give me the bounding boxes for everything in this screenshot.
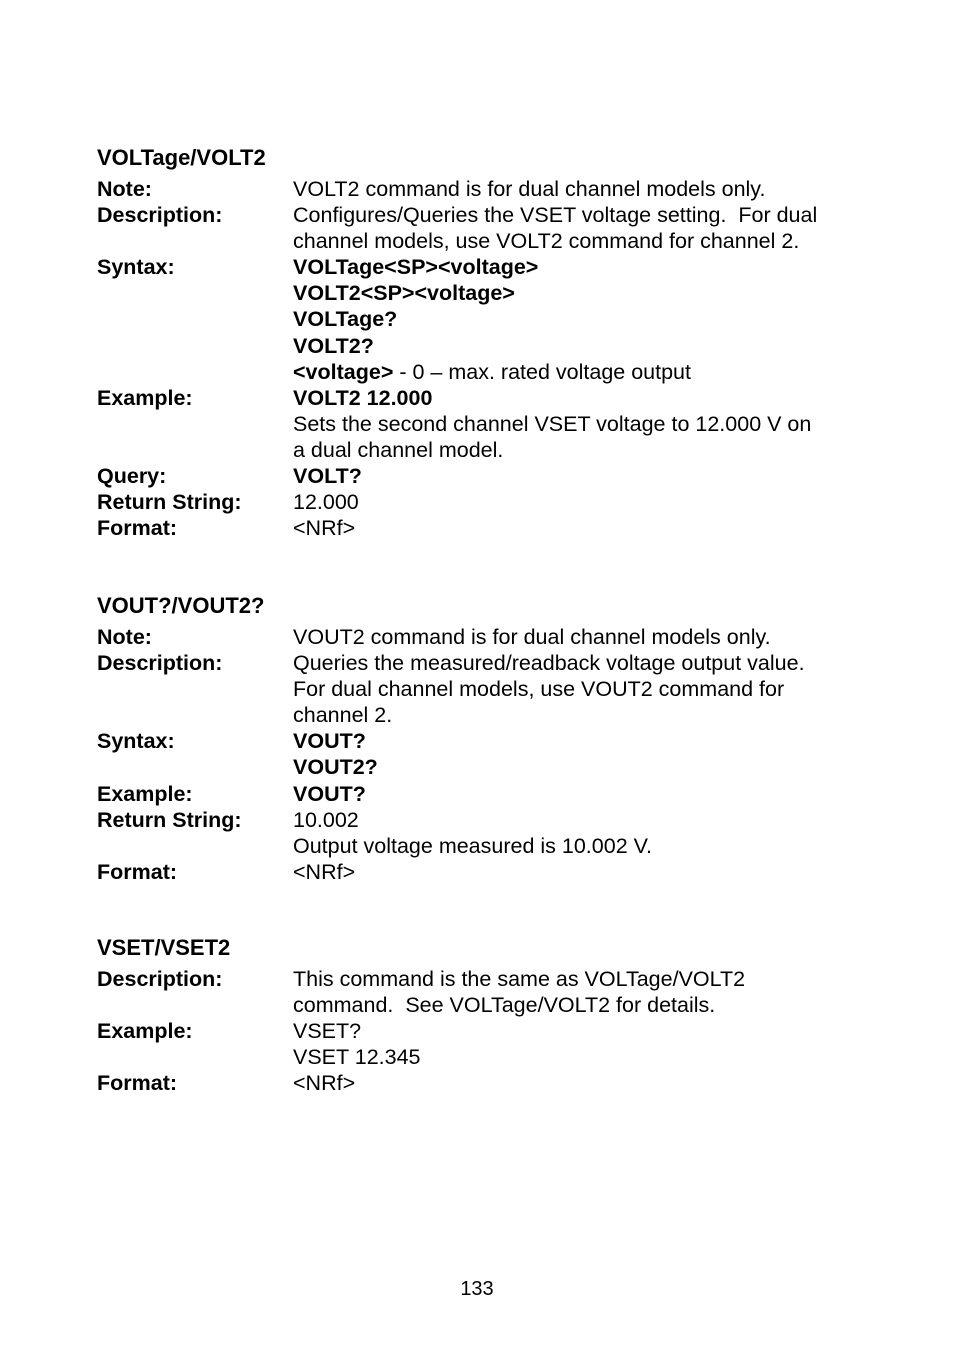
row-return-string bbox=[97, 489, 887, 515]
value-line: command. See VOLTage/VOLT2 for details. bbox=[293, 993, 716, 1018]
value-line: VOUT2 command is for dual channel models only. bbox=[293, 625, 771, 649]
parameter-line bbox=[293, 359, 887, 385]
syntax-line: VOLTage? bbox=[293, 307, 398, 332]
row-note bbox=[97, 624, 887, 650]
row-label: Note: bbox=[97, 177, 152, 201]
parameter-description: - 0 – max. rated voltage output bbox=[393, 359, 691, 384]
value-line: VSET 12.345 bbox=[293, 1045, 421, 1070]
row-label: Example: bbox=[97, 1019, 193, 1044]
row-value bbox=[293, 728, 887, 780]
value-line: Sets the second channel VSET voltage to 12.000 V on bbox=[293, 411, 812, 436]
parameter-name: <voltage> bbox=[293, 359, 394, 384]
row-example bbox=[97, 781, 887, 807]
row-value bbox=[293, 781, 887, 807]
row-label: Syntax: bbox=[97, 729, 175, 754]
row-syntax bbox=[97, 728, 887, 780]
row-value bbox=[293, 650, 887, 728]
value-line: channel models, use VOLT2 command for channel 2. bbox=[293, 229, 800, 254]
row-description bbox=[97, 202, 887, 254]
row-value bbox=[293, 1070, 887, 1096]
row-label: Return String: bbox=[97, 490, 242, 515]
row-label: Note: bbox=[97, 625, 152, 649]
value-line: For dual channel models, use VOUT2 command for bbox=[293, 677, 785, 702]
syntax-line: VOLTage<SP><voltage> bbox=[293, 255, 539, 280]
value-line: <NRf> bbox=[293, 859, 356, 884]
row-value bbox=[293, 202, 887, 254]
syntax-line: VOLT2<SP><voltage> bbox=[293, 281, 515, 306]
row-example bbox=[97, 385, 887, 463]
row-value bbox=[293, 859, 887, 885]
section-title: VSET/VSET2 bbox=[97, 935, 231, 960]
section-vset bbox=[97, 935, 887, 1096]
value-line: channel 2. bbox=[293, 703, 393, 728]
query-command: VOLT? bbox=[293, 464, 362, 489]
row-label: Query: bbox=[97, 464, 167, 489]
row-description bbox=[97, 966, 887, 1018]
row-label: Example: bbox=[97, 385, 193, 410]
value-line: Queries the measured/readback voltage output value. bbox=[293, 651, 805, 676]
page-number: 133 bbox=[460, 1278, 494, 1300]
value-line: VSET? bbox=[293, 1019, 362, 1044]
section-title: VOLTage/VOLT2 bbox=[97, 145, 266, 170]
syntax-line: VOLT2? bbox=[293, 333, 374, 358]
row-label: Description: bbox=[97, 203, 223, 228]
row-label: Description: bbox=[97, 967, 223, 991]
value-line: VOLT2 command is for dual channel models only. bbox=[293, 177, 766, 201]
syntax-line: VOUT2? bbox=[293, 755, 378, 780]
section-voltage bbox=[97, 145, 887, 541]
value-line: 10.002 bbox=[293, 807, 359, 832]
section-vout bbox=[97, 593, 887, 885]
row-label: Description: bbox=[97, 651, 223, 676]
row-description bbox=[97, 650, 887, 728]
row-value bbox=[293, 807, 887, 859]
row-label: Syntax: bbox=[97, 255, 175, 280]
row-value bbox=[293, 1018, 887, 1070]
section-title: VOUT?/VOUT2? bbox=[97, 593, 265, 618]
row-value bbox=[293, 489, 887, 515]
row-format bbox=[97, 1070, 887, 1096]
row-example bbox=[97, 1018, 887, 1070]
row-value bbox=[293, 463, 887, 489]
row-value bbox=[293, 966, 887, 1018]
row-note bbox=[97, 176, 887, 202]
value-line: 12.000 bbox=[293, 490, 359, 515]
row-value bbox=[293, 176, 887, 202]
value-line: a dual channel model. bbox=[293, 437, 504, 462]
row-label: Example: bbox=[97, 781, 193, 806]
row-format bbox=[97, 515, 887, 541]
row-return-string bbox=[97, 807, 887, 859]
value-line: <NRf> bbox=[293, 1071, 356, 1096]
value-line: This command is the same as VOLTage/VOLT2 bbox=[293, 967, 746, 991]
row-value bbox=[293, 515, 887, 541]
row-label: Format: bbox=[97, 859, 178, 884]
value-line: Configures/Queries the VSET voltage setting. For dual bbox=[293, 203, 818, 228]
row-label: Format: bbox=[97, 516, 178, 541]
value-line: <NRf> bbox=[293, 516, 356, 541]
row-value bbox=[293, 254, 887, 384]
row-format bbox=[97, 859, 887, 885]
example-command: VOUT? bbox=[293, 781, 366, 806]
row-value bbox=[293, 385, 887, 463]
row-label: Return String: bbox=[97, 807, 242, 832]
row-label: Format: bbox=[97, 1071, 178, 1096]
example-command: VOLT2 12.000 bbox=[293, 385, 433, 410]
row-query bbox=[97, 463, 887, 489]
row-value bbox=[293, 624, 887, 650]
syntax-line: VOUT? bbox=[293, 729, 366, 754]
row-syntax bbox=[97, 254, 887, 384]
value-line: Output voltage measured is 10.002 V. bbox=[293, 833, 652, 858]
